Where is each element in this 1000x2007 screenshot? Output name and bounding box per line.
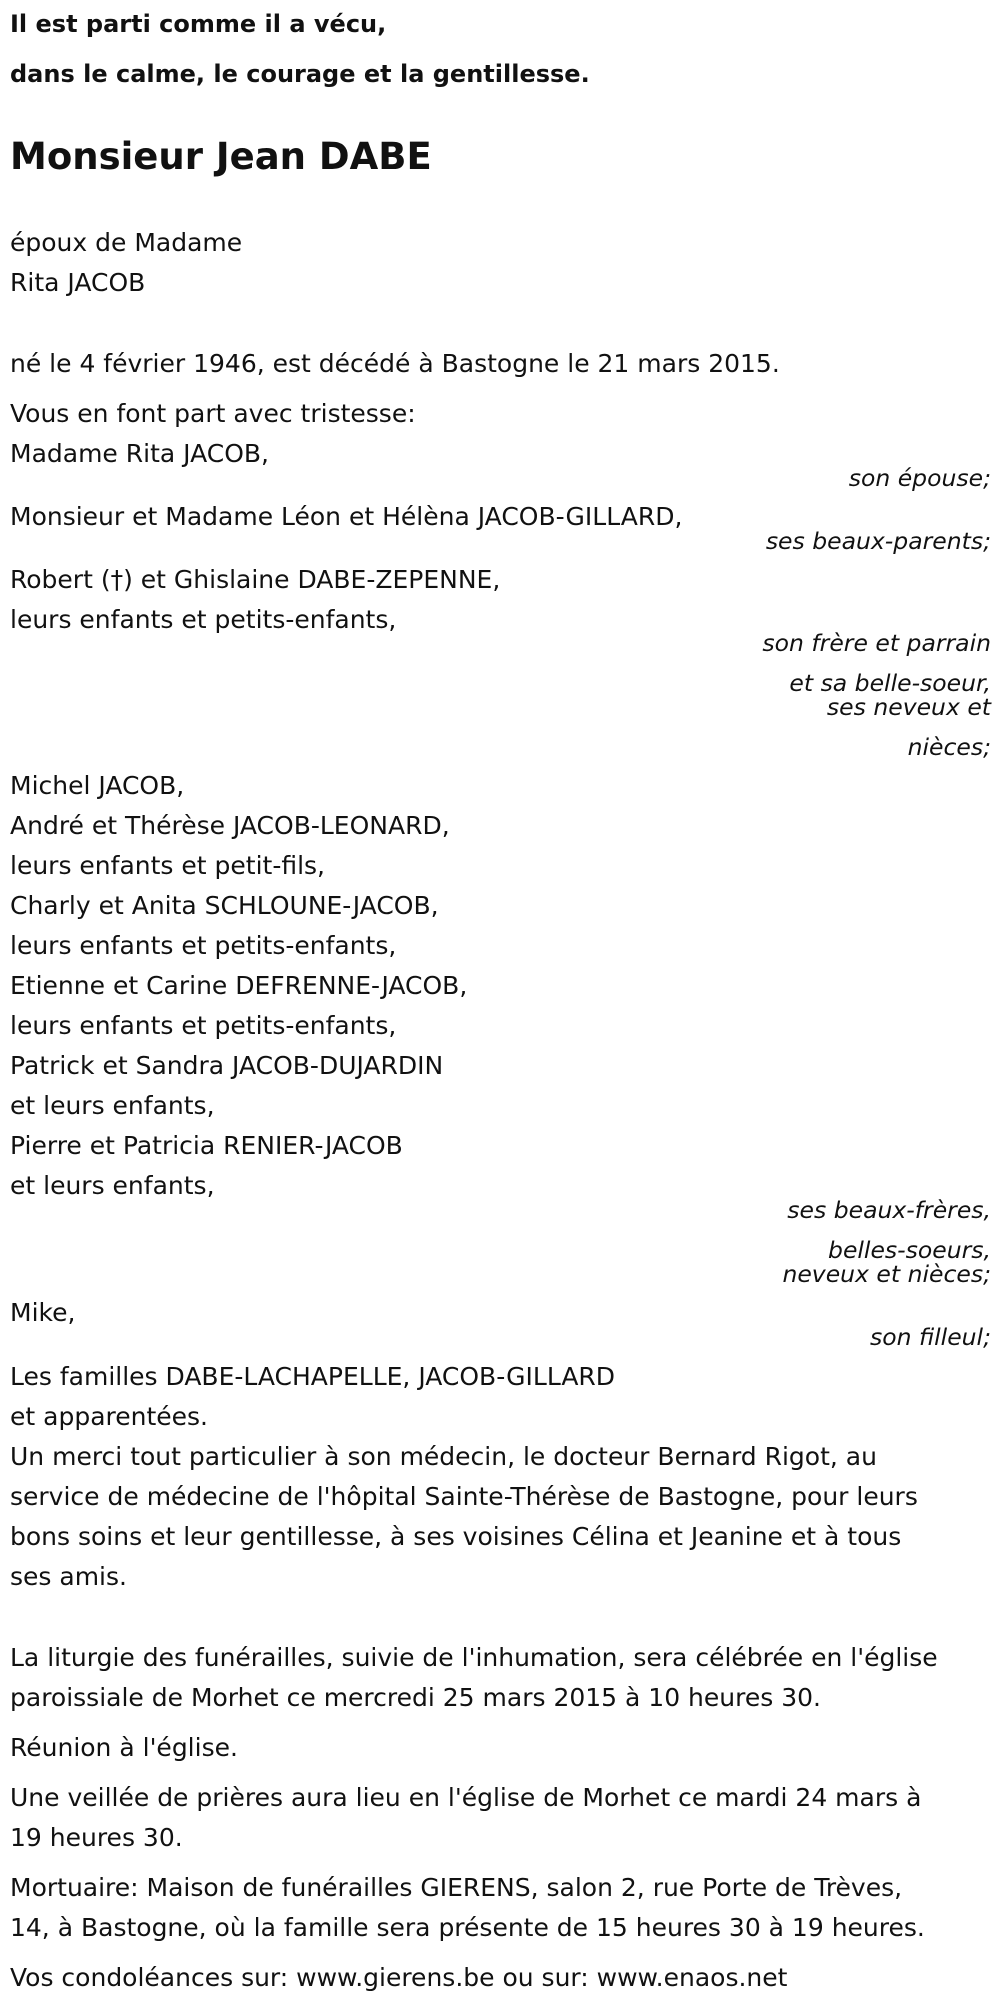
funeral-line: La liturgie des funérailles, suivie de l'inhumation, sera célébrée en l'église xyxy=(10,1643,938,1672)
condolences-line: Vos condoléances sur: www.gierens.be ou sur: www.enaos.net xyxy=(10,1963,788,1992)
funeral-line: paroissiale de Morhet ce mercredi 25 mars 2015 à 10 heures 30. xyxy=(10,1683,821,1712)
thanks-line: service de médecine de l'hôpital Sainte-Thérèse de Bastogne, pour leurs xyxy=(10,1482,918,1511)
family-line: Charly et Anita SCHLOUNE-JACOB, xyxy=(10,891,439,920)
family-line: leurs enfants et petits-enfants, xyxy=(10,931,397,960)
family-line: et apparentées. xyxy=(10,1402,208,1431)
relation-label: neveux et nièces; xyxy=(782,1260,991,1288)
intro-line-2: dans le calme, le courage et la gentillesse. xyxy=(10,60,590,88)
relation-label: et sa belle-soeur, xyxy=(789,669,991,697)
thanks-line: Un merci tout particulier à son médecin, le docteur Bernard Rigot, au xyxy=(10,1442,877,1471)
relation-label: belles-soeurs, xyxy=(828,1236,991,1264)
family-line: leurs enfants et petit-fils, xyxy=(10,851,326,880)
meeting-line: Réunion à l'église. xyxy=(10,1733,238,1762)
vigil-line: 19 heures 30. xyxy=(10,1823,183,1852)
relation-label: nièces; xyxy=(907,733,991,761)
family-line: Etienne et Carine DEFRENNE-JACOB, xyxy=(10,971,468,1000)
relation-label: ses beaux-frères, xyxy=(787,1196,991,1224)
family-line: Monsieur et Madame Léon et Hélèna JACOB-GILLARD, xyxy=(10,502,683,531)
spouse-name: Rita JACOB xyxy=(10,268,146,297)
thanks-line: bons soins et leur gentillesse, à ses voisines Célina et Jeanine et à tous xyxy=(10,1522,902,1551)
relation-label: son frère et parrain xyxy=(762,629,991,657)
family-line: Robert (†) et Ghislaine DABE-ZEPENNE, xyxy=(10,565,501,594)
family-line: Madame Rita JACOB, xyxy=(10,439,269,468)
mortuary-line: 14, à Bastogne, où la famille sera présente de 15 heures 30 à 19 heures. xyxy=(10,1913,925,1942)
family-line: leurs enfants et petits-enfants, xyxy=(10,605,397,634)
deceased-name: Monsieur Jean DABE xyxy=(10,135,432,178)
family-line: Les familles DABE-LACHAPELLE, JACOB-GILLARD xyxy=(10,1362,616,1391)
relation-label: son filleul; xyxy=(869,1323,991,1351)
relation-label: ses beaux-parents; xyxy=(765,527,991,555)
spouse-intro: époux de Madame xyxy=(10,228,243,257)
relation-label: son épouse; xyxy=(848,464,991,492)
family-line: Pierre et Patricia RENIER-JACOB xyxy=(10,1131,403,1160)
relation-label: ses neveux et xyxy=(826,693,991,721)
mortuary-line: Mortuaire: Maison de funérailles GIERENS, salon 2, rue Porte de Trèves, xyxy=(10,1873,903,1902)
family-line: leurs enfants et petits-enfants, xyxy=(10,1011,397,1040)
birth-death-line: né le 4 février 1946, est décédé à Bastogne le 21 mars 2015. xyxy=(10,349,780,378)
vigil-line: Une veillée de prières aura lieu en l'église de Morhet ce mardi 24 mars à xyxy=(10,1783,922,1812)
family-line: Mike, xyxy=(10,1298,76,1327)
thanks-line: ses amis. xyxy=(10,1562,127,1591)
family-line: Patrick et Sandra JACOB-DUJARDIN xyxy=(10,1051,444,1080)
announcement-line: Vous en font part avec tristesse: xyxy=(10,399,416,428)
family-line: Michel JACOB, xyxy=(10,771,185,800)
family-line: et leurs enfants, xyxy=(10,1091,215,1120)
family-line: André et Thérèse JACOB-LEONARD, xyxy=(10,811,450,840)
family-line: et leurs enfants, xyxy=(10,1171,215,1200)
intro-line-1: Il est parti comme il a vécu, xyxy=(10,10,387,38)
